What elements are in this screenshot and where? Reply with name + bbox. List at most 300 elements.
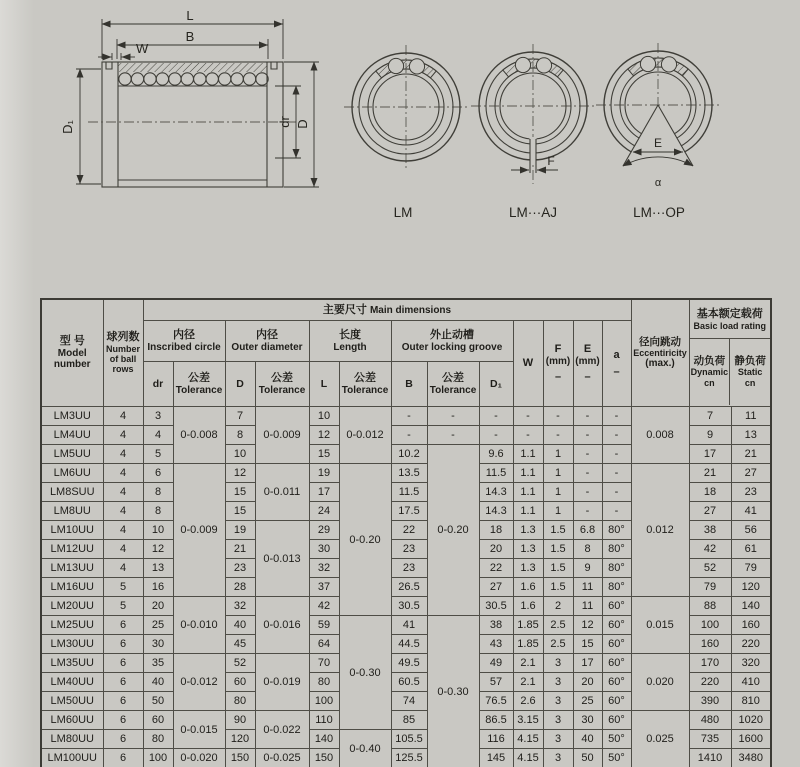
- table-cell: 0.015: [631, 597, 689, 654]
- table-cell: -: [513, 407, 543, 426]
- table-cell: 1.3: [513, 540, 543, 559]
- table-cell: 1410: [689, 749, 731, 767]
- table-cell: 220: [689, 673, 731, 692]
- table-cell: 80°: [602, 578, 631, 597]
- table-cell: 23: [391, 559, 427, 578]
- table-cell: 0-0.20: [339, 464, 391, 616]
- table-cell: -: [573, 464, 602, 483]
- table-row: [41, 464, 771, 483]
- col-header-eccentricity: 径向跳动 Eccentiricity (max.): [631, 299, 689, 407]
- table-cell: -: [573, 426, 602, 445]
- table-cell: 9: [689, 426, 731, 445]
- table-cell: 8: [143, 483, 173, 502]
- col-header-l-tolerance: 公差 Tolerance: [339, 362, 391, 407]
- table-cell: 79: [731, 559, 771, 578]
- table-cell: 42: [309, 597, 339, 616]
- table-cell: 21: [689, 464, 731, 483]
- table-cell: 0-0.012: [173, 654, 225, 711]
- group-header-basic-load: 基本额定载荷 Basic load rating 动负荷 Dynamic cn 静负荷 Static cn: [689, 299, 771, 407]
- table-cell: 120: [225, 730, 255, 749]
- table-cell: 23: [225, 559, 255, 578]
- table-cell: 6: [143, 464, 173, 483]
- table-cell: 76.5: [479, 692, 513, 711]
- table-cell: 0.012: [631, 464, 689, 597]
- cell-model: LM10UU: [41, 521, 103, 540]
- table-cell: 40: [225, 616, 255, 635]
- table-cell: 16: [143, 578, 173, 597]
- table-cell: -: [427, 407, 479, 426]
- table-cell: 410: [731, 673, 771, 692]
- table-cell: 3.15: [513, 711, 543, 730]
- table-cell: 735: [689, 730, 731, 749]
- table-cell: 38: [479, 616, 513, 635]
- table-cell: 27: [731, 464, 771, 483]
- col-header-d-tolerance: 公差 Tolerance: [255, 362, 309, 407]
- table-cell: 20: [573, 673, 602, 692]
- group-header-outer-diameter: 内径 Outer diameter: [225, 321, 309, 362]
- table-cell: 1.1: [513, 464, 543, 483]
- cell-model: LM100UU: [41, 749, 103, 767]
- table-cell: 5: [103, 597, 143, 616]
- col-header-model: 型 号 Model number: [41, 299, 103, 407]
- table-cell: 0-0.013: [255, 521, 309, 597]
- table-cell: -: [391, 407, 427, 426]
- table-cell: 45: [225, 635, 255, 654]
- table-cell: -: [602, 464, 631, 483]
- table-cell: 60.5: [391, 673, 427, 692]
- table-cell: 2: [543, 597, 573, 616]
- table-cell: 49: [479, 654, 513, 673]
- table-cell: 6: [103, 730, 143, 749]
- table-cell: 49.5: [391, 654, 427, 673]
- group-header-inscribed-circle: 内径 Inscribed circle: [143, 321, 225, 362]
- table-cell: 29: [309, 521, 339, 540]
- table-cell: 15: [225, 483, 255, 502]
- table-cell: 1.1: [513, 445, 543, 464]
- cell-model: LM8UU: [41, 502, 103, 521]
- caption-lm-aj: LM···AJ: [509, 205, 557, 220]
- ball: [661, 57, 676, 72]
- table-cell: 12: [309, 426, 339, 445]
- table-cell: 145: [479, 749, 513, 767]
- table-cell: 14.3: [479, 502, 513, 521]
- table-cell: 3480: [731, 749, 771, 767]
- end-cap-lines: [118, 62, 267, 187]
- table-cell: 0-0.20: [427, 445, 479, 616]
- table-cell: 0-0.022: [255, 711, 309, 749]
- table-cell: 80: [143, 730, 173, 749]
- table-cell: 11: [731, 407, 771, 426]
- table-cell: 11: [573, 578, 602, 597]
- table-cell: 52: [689, 559, 731, 578]
- table-cell: 7: [225, 407, 255, 426]
- table-cell: -: [543, 426, 573, 445]
- table-cell: 74: [391, 692, 427, 711]
- col-header-b: B: [391, 362, 427, 407]
- cell-model: LM3UU: [41, 407, 103, 426]
- table-cell: 140: [309, 730, 339, 749]
- caption-lm-op: LM···OP: [633, 205, 685, 220]
- table-cell: 3: [543, 692, 573, 711]
- table-cell: 24: [309, 502, 339, 521]
- table-cell: 13: [731, 426, 771, 445]
- table-cell: 35: [143, 654, 173, 673]
- table-cell: 0-0.011: [255, 464, 309, 521]
- table-cell: 6: [103, 749, 143, 767]
- table-cell: 20: [143, 597, 173, 616]
- col-header-dr-tolerance: 公差 Tolerance: [173, 362, 225, 407]
- table-cell: 30.5: [391, 597, 427, 616]
- table-cell: 0-0.40: [339, 730, 391, 767]
- table-cell: 10: [225, 445, 255, 464]
- table-row: [41, 654, 771, 673]
- dim-label-dr: dr: [277, 116, 292, 128]
- table-cell: 60°: [602, 654, 631, 673]
- table-cell: 50: [573, 749, 602, 767]
- table-cell: -: [602, 502, 631, 521]
- table-cell: 60: [143, 711, 173, 730]
- table-cell: 4: [103, 445, 143, 464]
- table-cell: 1: [543, 502, 573, 521]
- table-cell: 26.5: [391, 578, 427, 597]
- table-cell: 0.025: [631, 711, 689, 767]
- table-cell: 50°: [602, 749, 631, 767]
- table-cell: -: [479, 407, 513, 426]
- table-row: [41, 711, 771, 730]
- table-cell: 80°: [602, 540, 631, 559]
- table-cell: 1.85: [513, 635, 543, 654]
- table-cell: 13.5: [391, 464, 427, 483]
- technical-drawings: [0, 0, 800, 296]
- table-cell: 6: [103, 711, 143, 730]
- ball: [515, 57, 530, 72]
- table-cell: 86.5: [479, 711, 513, 730]
- table-cell: 9.6: [479, 445, 513, 464]
- table-cell: 1.5: [543, 559, 573, 578]
- table-cell: 15: [225, 502, 255, 521]
- table-cell: 60: [225, 673, 255, 692]
- table-cell: 20: [479, 540, 513, 559]
- table-cell: 0-0.020: [173, 749, 225, 767]
- table-cell: 60°: [602, 673, 631, 692]
- table-cell: 43: [479, 635, 513, 654]
- table-cell: 17: [689, 445, 731, 464]
- table-cell: 27: [689, 502, 731, 521]
- table-cell: 42: [689, 540, 731, 559]
- table-cell: 810: [731, 692, 771, 711]
- table-cell: 3: [543, 654, 573, 673]
- table-cell: 170: [689, 654, 731, 673]
- table-cell: 12: [143, 540, 173, 559]
- cell-model: LM30UU: [41, 635, 103, 654]
- table-cell: 90: [225, 711, 255, 730]
- table-cell: 3: [143, 407, 173, 426]
- table-cell: 80: [309, 673, 339, 692]
- col-header-static-load: 静负荷 Static cn: [729, 339, 770, 405]
- cell-model: LM20UU: [41, 597, 103, 616]
- table-cell: -: [573, 502, 602, 521]
- table-cell: 14.3: [479, 483, 513, 502]
- ball-row: [119, 73, 268, 85]
- cell-model: LM40UU: [41, 673, 103, 692]
- table-cell: 22: [391, 521, 427, 540]
- table-cell: -: [513, 426, 543, 445]
- retainer-hatch: [376, 60, 436, 78]
- retainer-hatch: [503, 59, 563, 77]
- ball: [536, 58, 551, 73]
- table-cell: 13: [143, 559, 173, 578]
- table-cell: 23: [391, 540, 427, 559]
- table-cell: 44.5: [391, 635, 427, 654]
- table-cell: 100: [309, 692, 339, 711]
- table-cell: -: [543, 407, 573, 426]
- table-cell: 30: [143, 635, 173, 654]
- col-header-e: E (mm) –: [573, 321, 602, 407]
- table-cell: 10: [309, 407, 339, 426]
- table-cell: -: [391, 426, 427, 445]
- table-cell: 5: [143, 445, 173, 464]
- dim-label-F: F: [547, 154, 555, 168]
- table-cell: 60°: [602, 711, 631, 730]
- table-cell: -: [602, 483, 631, 502]
- table-cell: 10.2: [391, 445, 427, 464]
- table-cell: 17.5: [391, 502, 427, 521]
- table-cell: -: [573, 483, 602, 502]
- table-cell: 80°: [602, 559, 631, 578]
- table-cell: 7: [689, 407, 731, 426]
- dim-label-E: E: [653, 136, 663, 150]
- table-cell: 50: [143, 692, 173, 711]
- table-cell: 40: [573, 730, 602, 749]
- table-cell: 52: [225, 654, 255, 673]
- cell-model: LM13UU: [41, 559, 103, 578]
- table-cell: 21: [225, 540, 255, 559]
- col-header-dr: dr: [143, 362, 173, 407]
- table-cell: 4: [103, 521, 143, 540]
- table-cell: 160: [731, 616, 771, 635]
- table-cell: 9: [573, 559, 602, 578]
- cell-model: LM50UU: [41, 692, 103, 711]
- table-cell: 11.5: [391, 483, 427, 502]
- table-cell: 0-0.016: [255, 597, 309, 654]
- table-cell: 28: [225, 578, 255, 597]
- table-cell: 1: [543, 464, 573, 483]
- cell-model: LM4UU: [41, 426, 103, 445]
- table-cell: 6: [103, 654, 143, 673]
- table-cell: 50°: [602, 730, 631, 749]
- table-cell: 110: [309, 711, 339, 730]
- table-cell: 1.3: [513, 559, 543, 578]
- table-cell: 10: [143, 521, 173, 540]
- table-cell: 60°: [602, 635, 631, 654]
- dim-label-D: D: [295, 119, 310, 129]
- group-header-main-dimensions: 主要尺寸 Main dimensions: [143, 299, 631, 321]
- table-cell: 100: [143, 749, 173, 767]
- table-cell: 8: [225, 426, 255, 445]
- table-cell: 6: [103, 616, 143, 635]
- table-cell: 25: [573, 692, 602, 711]
- table-cell: 80°: [602, 521, 631, 540]
- cell-model: LM25UU: [41, 616, 103, 635]
- table-cell: 22: [479, 559, 513, 578]
- table-cell: 0-0.30: [427, 616, 479, 767]
- table-cell: 0-0.012: [339, 407, 391, 464]
- table-cell: 12: [573, 616, 602, 635]
- table-cell: 17: [573, 654, 602, 673]
- table-cell: 60°: [602, 692, 631, 711]
- table-cell: 4: [103, 464, 143, 483]
- table-cell: 390: [689, 692, 731, 711]
- table-cell: 3: [543, 749, 573, 767]
- table-cell: 2.1: [513, 654, 543, 673]
- table-cell: 4: [143, 426, 173, 445]
- table-cell: 17: [309, 483, 339, 502]
- table-cell: 70: [309, 654, 339, 673]
- table-cell: 1.1: [513, 483, 543, 502]
- section-view: [88, 62, 297, 187]
- table-cell: 60°: [602, 597, 631, 616]
- table-cell: 320: [731, 654, 771, 673]
- group-header-locking-groove: 外止动槽 Outer locking groove: [391, 321, 513, 362]
- table-row: [41, 407, 771, 426]
- table-cell: 1.5: [543, 540, 573, 559]
- table-cell: 41: [391, 616, 427, 635]
- cell-model: LM6UU: [41, 464, 103, 483]
- table-cell: 19: [309, 464, 339, 483]
- cell-model: LM8SUU: [41, 483, 103, 502]
- table-cell: 1.6: [513, 597, 543, 616]
- table-cell: 40: [143, 673, 173, 692]
- ball: [409, 59, 424, 74]
- col-header-l: L: [309, 362, 339, 407]
- table-cell: 2.1: [513, 673, 543, 692]
- table-cell: 30.5: [479, 597, 513, 616]
- table-cell: 1.6: [513, 578, 543, 597]
- table-cell: -: [602, 445, 631, 464]
- table-cell: 1: [543, 445, 573, 464]
- table-cell: 30: [309, 540, 339, 559]
- col-header-b-tolerance: 公差 Tolerance: [427, 362, 479, 407]
- table-cell: 3: [543, 730, 573, 749]
- caption-lm: LM: [393, 205, 413, 220]
- table-cell: 4.15: [513, 749, 543, 767]
- table-cell: 480: [689, 711, 731, 730]
- table-cell: 0-0.025: [255, 749, 309, 767]
- table-cell: 32: [309, 559, 339, 578]
- table-cell: 0-0.009: [173, 464, 225, 597]
- col-header-f: F (mm) –: [543, 321, 573, 407]
- table-cell: 61: [731, 540, 771, 559]
- table-cell: 105.5: [391, 730, 427, 749]
- table-cell: 4: [103, 407, 143, 426]
- table-cell: 1: [543, 483, 573, 502]
- table-cell: 116: [479, 730, 513, 749]
- ring-view-lm-aj: [471, 44, 595, 184]
- table-cell: 30: [573, 711, 602, 730]
- table-cell: 6: [103, 635, 143, 654]
- table-cell: 3: [543, 711, 573, 730]
- table-cell: 3: [543, 673, 573, 692]
- table-cell: 11: [573, 597, 602, 616]
- table-cell: 140: [731, 597, 771, 616]
- table-cell: 18: [689, 483, 731, 502]
- table-cell: 15: [573, 635, 602, 654]
- cell-model: LM5UU: [41, 445, 103, 464]
- table-cell: 4: [103, 540, 143, 559]
- col-header-d1: D₁: [479, 362, 513, 407]
- table-cell: -: [427, 426, 479, 445]
- cell-model: LM80UU: [41, 730, 103, 749]
- col-header-d: D: [225, 362, 255, 407]
- table-cell: 37: [309, 578, 339, 597]
- table-cell: 150: [309, 749, 339, 767]
- table-cell: 56: [731, 521, 771, 540]
- dim-label-W: W: [136, 41, 149, 56]
- table-cell: 64: [309, 635, 339, 654]
- table-cell: 59: [309, 616, 339, 635]
- cell-model: LM12UU: [41, 540, 103, 559]
- table-cell: 150: [225, 749, 255, 767]
- table-cell: 1.3: [513, 521, 543, 540]
- cell-model: LM35UU: [41, 654, 103, 673]
- col-header-ball-rows: 球列数 Number of ball rows: [103, 299, 143, 407]
- table-cell: 0-0.019: [255, 654, 309, 711]
- table-cell: 0-0.015: [173, 711, 225, 749]
- table-cell: 1.1: [513, 502, 543, 521]
- table-cell: 85: [391, 711, 427, 730]
- table-cell: 41: [731, 502, 771, 521]
- ring-view-lm-op: [596, 43, 720, 171]
- table-cell: 0.008: [631, 407, 689, 464]
- table-cell: 23: [731, 483, 771, 502]
- table-cell: 4: [103, 483, 143, 502]
- table-cell: 1600: [731, 730, 771, 749]
- table-cell: 57: [479, 673, 513, 692]
- table-cell: 12: [225, 464, 255, 483]
- table-cell: -: [573, 407, 602, 426]
- table-cell: 88: [689, 597, 731, 616]
- table-cell: 4: [103, 426, 143, 445]
- table-cell: 6.8: [573, 521, 602, 540]
- table-cell: 0-0.30: [339, 616, 391, 730]
- table-cell: 38: [689, 521, 731, 540]
- group-header-length: 长度 Length: [309, 321, 391, 362]
- table-cell: 32: [225, 597, 255, 616]
- table-cell: 79: [689, 578, 731, 597]
- table-cell: 0-0.009: [255, 407, 309, 464]
- sleeve-hatch: [119, 63, 267, 72]
- dim-label-L: L: [186, 8, 194, 23]
- col-header-a: a –: [602, 321, 631, 407]
- dim-label-B: B: [185, 29, 195, 44]
- table-cell: 120: [731, 578, 771, 597]
- table-cell: 100: [689, 616, 731, 635]
- table-row: [41, 597, 771, 616]
- table-cell: -: [602, 407, 631, 426]
- table-cell: 160: [689, 635, 731, 654]
- table-cell: -: [479, 426, 513, 445]
- table-cell: 2.5: [543, 635, 573, 654]
- table-cell: 0-0.010: [173, 597, 225, 654]
- table-cell: 19: [225, 521, 255, 540]
- dim-label-alpha: α: [654, 177, 662, 189]
- table-cell: 5: [103, 578, 143, 597]
- ball: [640, 56, 655, 71]
- table-cell: 80: [225, 692, 255, 711]
- table-cell: 4: [103, 502, 143, 521]
- table-cell: 11.5: [479, 464, 513, 483]
- table-cell: 18: [479, 521, 513, 540]
